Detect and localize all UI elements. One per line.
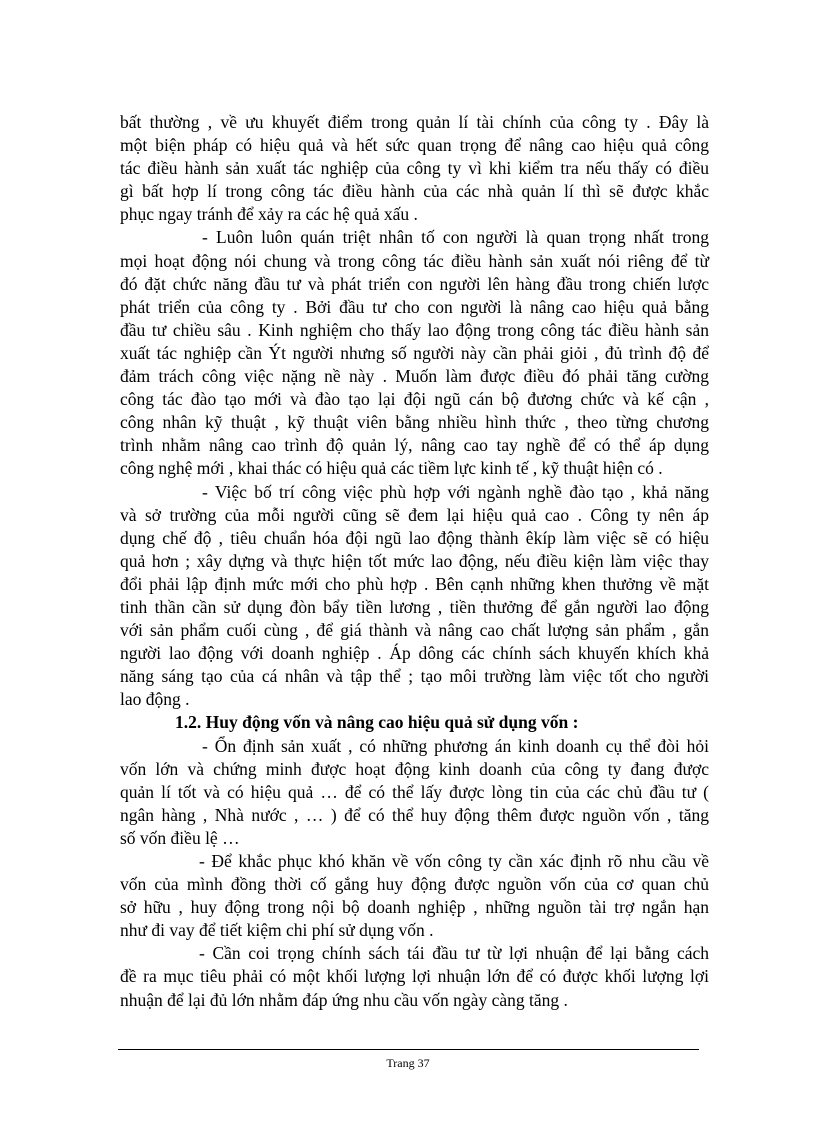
text-line: đầu tư chiều sâu . Kinh nghiệm cho thấy lao động trong công tác điều hành sản bbox=[120, 319, 709, 340]
text-line: công tác đào tạo mới và đào tạo lại đội ngũ cán bộ đương chức và kế cận , bbox=[120, 389, 709, 410]
text-line: gì bất hợp lí trong công tác điều hành của các nhà quản lí thì sẽ được khắc bbox=[120, 181, 709, 202]
text-line: quả hơn ; xây dựng và thực hiện tốt mức lao động, nếu điều kiện làm việc thay bbox=[120, 550, 709, 571]
paragraph bbox=[120, 481, 709, 712]
text-line: ngân hàng , Nhà nước , … ) để có thể huy động thêm được nguồn vốn , tăng bbox=[120, 804, 709, 825]
text-line: lao động . bbox=[120, 689, 190, 710]
paragraph bbox=[120, 850, 709, 942]
text-line: năng sáng tạo của cá nhân và tập thể ; tạo môi trường làm việc tốt cho người bbox=[120, 666, 709, 687]
paragraph bbox=[120, 735, 709, 850]
text-line: - Để khắc phục khó khăn về vốn công ty cần xác định rõ nhu cầu về bbox=[199, 851, 709, 871]
text-line: nhuận để lại đủ lớn nhằm đáp ứng nhu cầu vốn ngày càng tăng . bbox=[120, 989, 568, 1010]
text-line: quản lí tốt và có hiệu quả … để có thể lấy được lòng tin của các chủ đầu tư ( bbox=[120, 781, 709, 802]
text-line: xuất tác nghiệp cần Ýt người nhưng số người này cần phải giỏi , đủ trình độ để bbox=[120, 342, 709, 363]
text-line: phát triển của công ty . Bởi đầu tư cho con người là nâng cao hiệu quả bằng bbox=[120, 296, 709, 317]
text-line: và sở trường của mỗi người cũng sẽ đem lại hiệu quả cao . Công ty nên áp bbox=[120, 504, 709, 525]
text-line: vốn của mình đồng thời cố gắng huy động được nguồn vốn của cơ quan chủ bbox=[120, 874, 709, 895]
text-line: công nghệ mới , khai thác có hiệu quả các tiềm lực kinh tế , kỹ thuật hiện có . bbox=[120, 458, 663, 479]
page-number: Trang 37 bbox=[386, 1056, 430, 1070]
text-line: - Ổn định sản xuất , có những phương án kinh doanh cụ thể đòi hỏi bbox=[202, 735, 709, 756]
text-line: với sản phẩm cuối cùng , để giá thành và nâng cao chất lượng sản phẩm , gắn bbox=[120, 620, 709, 641]
text-line: - Cần coi trọng chính sách tái đầu tư từ lợi nhuận để lại bằng cách bbox=[199, 943, 709, 964]
paragraph bbox=[120, 226, 709, 480]
text-line: trình nhằm nâng cao trình độ quản lý, nâng cao tay nghề để có thể áp dụng bbox=[120, 435, 709, 456]
text-line: mọi hoạt động nói chung và trong công tác điều hành sản xuất nói riêng để từ bbox=[120, 250, 709, 271]
heading-text: 1.2. Huy động vốn và nâng cao hiệu quả sử dụng vốn : bbox=[175, 712, 579, 733]
footer-divider bbox=[118, 1049, 699, 1050]
text-line: - Luôn luôn quán triệt nhân tố con người là quan trọng nhất trong bbox=[202, 227, 709, 248]
text-line: công nhân kỹ thuật , kỹ thuật viên bằng nhiều hình thức , theo từng chương bbox=[120, 412, 709, 433]
text-line: đảm trách công việc nặng nề này . Muốn làm được điều đó phải tăng cường bbox=[120, 366, 709, 387]
text-line: tác điều hành sản xuất tác nghiệp của công ty vì khi kiểm tra nếu thấy có điều bbox=[120, 158, 709, 179]
text-line: một biện pháp có hiệu quả và hết sức quan trọng để nâng cao hiệu quả công bbox=[120, 135, 709, 156]
page-body bbox=[120, 111, 709, 1012]
paragraph bbox=[120, 111, 709, 226]
text-line: sở hữu , huy động trong nội bộ doanh nghiệp , những nguồn tài trợ ngắn hạn bbox=[120, 897, 709, 918]
text-line: phục ngay tránh để xảy ra các hệ quả xấu . bbox=[120, 204, 418, 225]
text-line: đề ra mục tiêu phải có một khối lượng lợi nhuận lớn để có được khối lượng lợi bbox=[120, 966, 709, 987]
text-line: tinh thần cần sử dụng đòn bẩy tiền lương , tiền thưởng để gắn người lao động bbox=[120, 596, 709, 617]
text-line: dụng chế độ , tiêu chuẩn hóa đội ngũ lao động thành êkíp làm việc sẽ có hiệu bbox=[120, 527, 709, 548]
text-line: vốn lớn và chứng minh được hoạt động kinh doanh của công ty đang được bbox=[120, 758, 709, 779]
text-line: số vốn điều lệ … bbox=[120, 827, 240, 848]
text-line: đổi phải lập định mức mới cho phù hợp . Bên cạnh những khen thưởng về mặt bbox=[120, 573, 709, 594]
paragraph bbox=[120, 942, 709, 1011]
text-line: bất thường , về ưu khuyết điểm trong quản lí tài chính của công ty . Đây là bbox=[120, 112, 709, 132]
text-line: đó đặt chức năng đầu tư và phát triển con người lên hàng đầu trong chiến lược bbox=[120, 273, 709, 294]
text-line: như đi vay để tiết kiệm chi phí sử dụng vốn . bbox=[120, 920, 434, 941]
section-heading bbox=[120, 711, 709, 734]
text-line: người lao động với doanh nghiệp . Áp dông các chính sách khuyến khích khả bbox=[120, 643, 709, 664]
text-line: - Việc bố trí công việc phù hợp với ngành nghề đào tạo , khả năng bbox=[202, 481, 709, 502]
